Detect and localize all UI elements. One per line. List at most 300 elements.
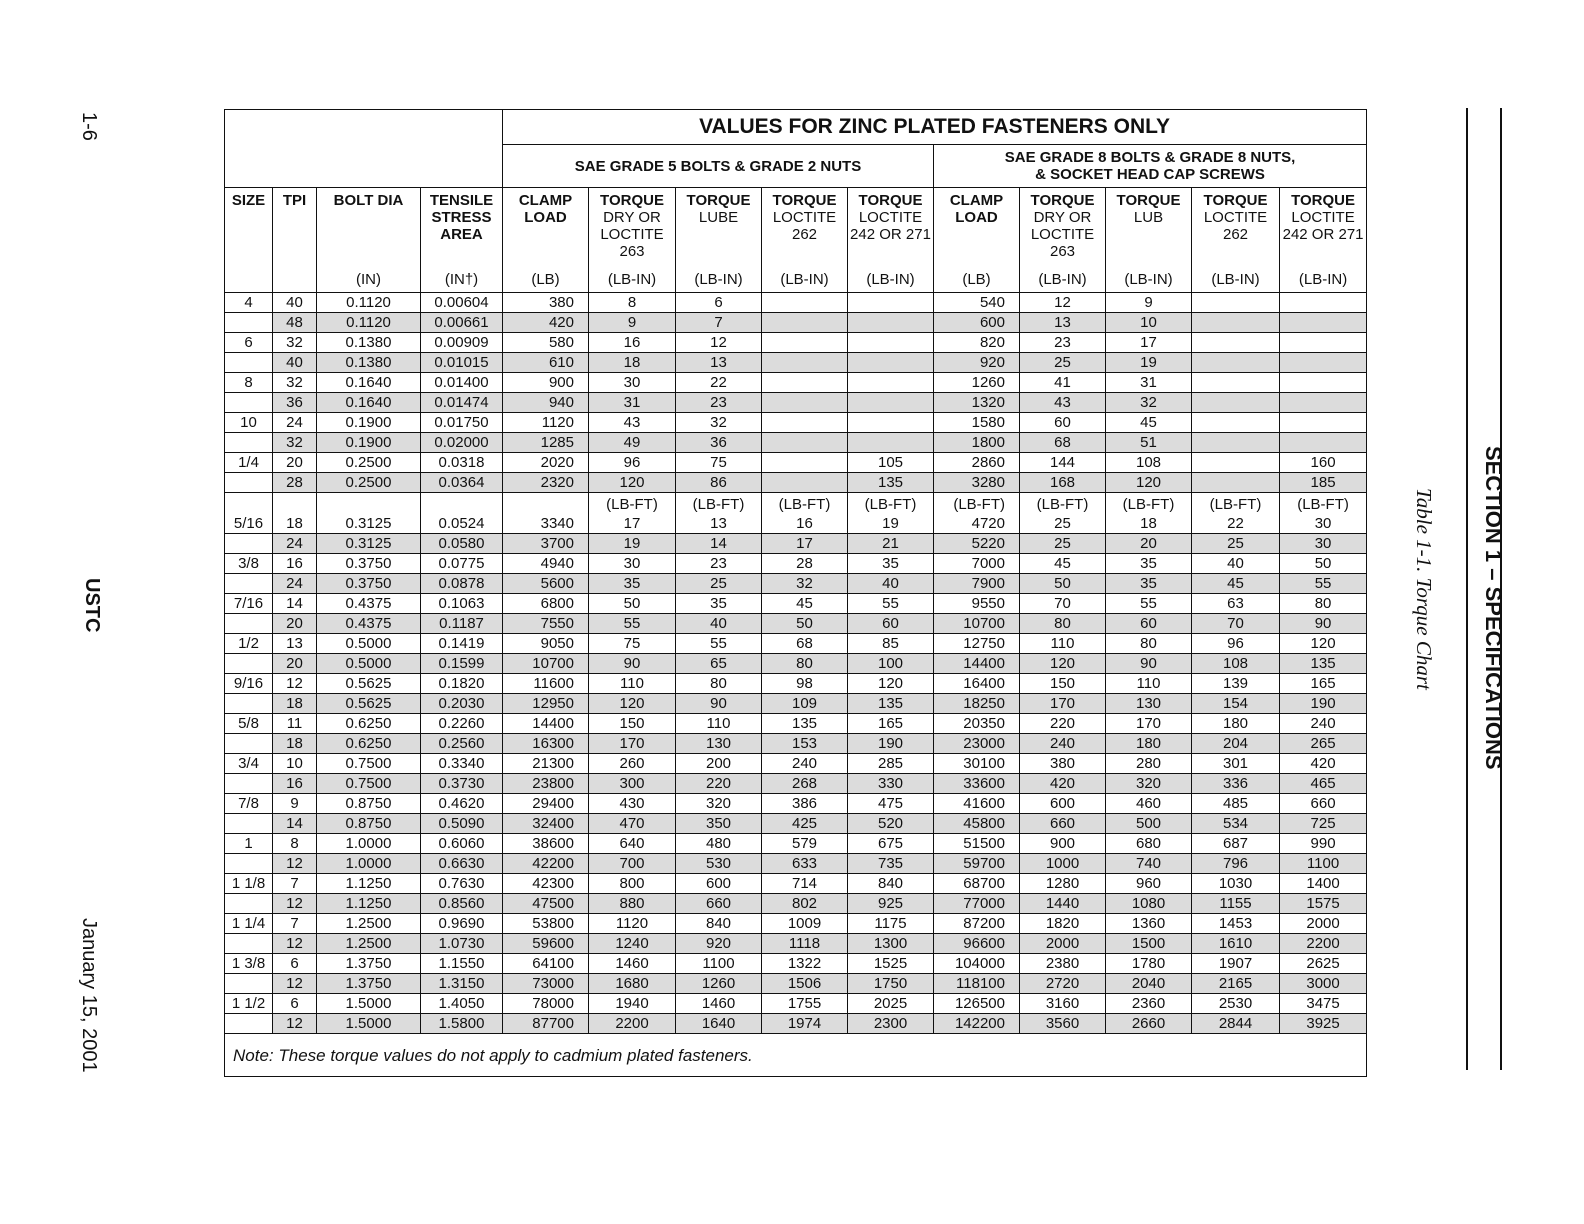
table-cell [762,754,848,774]
table-cell [1192,974,1280,994]
table-cell [1020,473,1106,493]
cell-value: 1 1/4 [231,915,266,932]
table-cell [762,393,848,413]
table-row [225,674,1367,694]
table-cell [1192,293,1280,313]
cell-value: 6800 [540,595,574,612]
table-cell [1192,854,1280,874]
cell-value: 75 [710,454,727,471]
cell-value: 2025 [873,995,908,1012]
table-cell [676,413,762,433]
cell-value: 96 [623,454,641,471]
table-row [225,854,1367,874]
table-cell [1280,874,1367,894]
blank-header-cell [225,110,503,188]
table-cell [589,734,676,754]
cell-value: 135 [1310,655,1336,672]
cell-value: 0.6250 [345,735,392,752]
cell-value: 802 [791,895,818,912]
table-cell [762,534,848,554]
column-header-subtitle: LUB [1133,209,1164,226]
table-cell [503,814,589,834]
table-cell [762,313,848,333]
table-cell [421,734,503,754]
table-row [225,874,1367,894]
table-cell [317,293,421,313]
column-unit: (LB-IN) [866,271,915,288]
table-cell [934,934,1020,954]
table-cell [273,453,317,473]
cell-value: 0.3125 [345,515,392,532]
cell-value: 77000 [963,895,1005,912]
table-cell [676,594,762,614]
size-cell [225,1014,273,1034]
cell-value: 12 [286,855,303,872]
cell-value: 154 [1222,695,1249,712]
cell-value: 96600 [963,935,1005,952]
cell-value: 1575 [1306,895,1340,912]
table-cell [1106,594,1192,614]
table-cell [934,373,1020,393]
cell-value: 98 [796,675,813,692]
table-cell [762,854,848,874]
cell-value: 1506 [787,975,822,992]
cell-value: 60 [1140,615,1157,632]
table-cell [1020,954,1106,974]
cell-value: 50 [623,595,641,612]
table-cell [676,534,762,554]
cell-value: 45800 [963,815,1005,832]
cell-value: 68 [1054,434,1071,451]
cell-value: 1.5000 [345,995,392,1012]
cell-value: 7 [290,915,299,932]
table-row [225,914,1367,934]
table-cell [503,874,589,894]
table-row [225,453,1367,473]
table-cell [273,594,317,614]
table-cell [317,854,421,874]
table-cell [503,493,589,534]
table-cell [848,734,934,754]
cell-value: 20 [286,454,303,471]
cell-value: 68700 [963,875,1005,892]
cell-value: 1780 [1131,955,1166,972]
cell-value: 12 [710,334,727,351]
table-cell [1020,974,1106,994]
table-cell [848,694,934,714]
table-cell [934,674,1020,694]
table-cell [934,614,1020,634]
table-cell [762,473,848,493]
cell-value: 1.0000 [345,855,392,872]
cell-value: 1175 [874,915,907,932]
table-row [225,694,1367,714]
cell-value: 7/8 [238,795,259,812]
table-cell [848,794,934,814]
cell-value: 1120 [541,414,574,431]
table-cell [317,674,421,694]
cell-value: 465 [1310,775,1336,792]
cell-value: 1155 [1219,895,1252,912]
table-cell [934,473,1020,493]
table-cell [676,293,762,313]
table-cell [317,554,421,574]
column-header-title: TORQUE [1116,192,1181,209]
cell-value: 16 [286,775,303,792]
table-cell [848,614,934,634]
table-cell [273,754,317,774]
cell-value: 660 [1049,815,1076,832]
cell-value: 900 [1049,835,1076,852]
table-cell [503,413,589,433]
margin-rule [1466,108,1468,1070]
table-cell [676,774,762,794]
table-cell [676,554,762,574]
table-cell [934,794,1020,814]
cell-value: 50 [796,615,813,632]
table-cell [317,594,421,614]
table-cell [1192,934,1280,954]
table-cell [676,574,762,594]
table-cell [589,914,676,934]
table-cell [676,353,762,373]
cell-value: 45 [1227,575,1244,592]
table-cell [589,534,676,554]
column-unit: (LB-IN) [1211,271,1260,288]
table-cell [1020,814,1106,834]
table-cell [421,694,503,714]
cell-value: 1.5800 [438,1015,485,1032]
cell-value: 13 [710,354,727,371]
cell-value: 9050 [540,635,574,652]
table-cell [934,654,1020,674]
cell-value: 25 [1054,515,1071,532]
table-cell [1106,333,1192,353]
torque-unit-label: (LB-FT) [606,496,658,513]
cell-value: 160 [1310,454,1336,471]
table-cell [934,353,1020,373]
column-unit: (LB-IN) [1124,271,1173,288]
column-unit: (IN) [356,271,381,288]
cell-value: 3340 [540,515,574,532]
cell-value: 32 [796,575,813,592]
cell-value: 16400 [963,675,1005,692]
table-cell [503,614,589,634]
table-cell [934,914,1020,934]
cell-value: 180 [1135,735,1162,752]
cell-value: 33600 [963,775,1005,792]
table-cell [317,313,421,333]
cell-value: 11600 [533,675,574,692]
cell-value: 20 [286,615,303,632]
table-cell [421,433,503,453]
cell-value: 0.1120 [346,314,391,331]
cell-value: 330 [877,775,904,792]
table-cell [848,313,934,333]
cell-value: 14 [286,595,303,612]
cell-value: 240 [1049,735,1076,752]
table-cell [762,554,848,574]
table-cell [676,734,762,754]
cell-value: 10700 [532,655,574,672]
cell-value: 240 [791,755,818,772]
size-cell [225,934,273,954]
table-row [225,313,1367,333]
table-cell [503,313,589,333]
table-cell [421,834,503,854]
table-cell [676,313,762,333]
cell-value: 120 [1310,635,1336,652]
cell-value: 21300 [532,755,574,772]
cell-value: 1/4 [238,454,259,471]
cell-value: 59600 [532,935,574,952]
cell-value: 220 [705,775,732,792]
cell-value: 0.5625 [345,695,392,712]
table-cell [589,473,676,493]
table-cell [1106,874,1192,894]
table-cell [421,473,503,493]
table-cell [421,493,503,534]
table-cell [762,794,848,814]
table-cell [317,794,421,814]
table-cell [503,433,589,453]
cell-value: 108 [1135,454,1162,471]
cell-value: 24 [286,575,303,592]
table-cell [848,554,934,574]
table-cell [317,473,421,493]
table-cell [1020,614,1106,634]
table-cell [273,694,317,714]
table-cell [1280,954,1367,974]
table-cell [589,934,676,954]
table-cell [421,614,503,634]
table-cell [1280,333,1367,353]
cell-value: 1.2500 [345,915,392,932]
table-cell [848,493,934,534]
table-cell [1192,393,1280,413]
cell-value: 110 [706,715,731,732]
cell-value: 12950 [532,695,574,712]
table-cell [676,894,762,914]
cell-value: 65 [710,655,727,672]
table-cell [421,353,503,373]
cell-value: 0.01750 [434,414,489,431]
cell-value: 5220 [971,535,1005,552]
cell-value: 23800 [532,775,574,792]
table-cell [848,894,934,914]
cell-value: 540 [979,294,1005,311]
table-row [225,393,1367,413]
table-cell [934,994,1020,1014]
cell-value: 0.6250 [345,715,392,732]
table-cell [848,413,934,433]
table-cell [1020,674,1106,694]
table-cell [1280,373,1367,393]
table-cell [589,554,676,574]
table-cell [848,674,934,694]
table-cell [317,914,421,934]
cell-value: 3160 [1045,995,1080,1012]
cell-value: 30 [623,374,641,391]
cell-value: 78000 [532,995,574,1012]
cell-value: 880 [619,895,645,912]
table-row [225,654,1367,674]
column-unit: (IN†) [444,271,479,288]
cell-value: 23000 [963,735,1005,752]
cell-value: 12 [286,935,303,952]
table-cell [1280,453,1367,473]
table-cell [1280,554,1367,574]
table-cell [934,313,1020,333]
cell-value: 40 [710,615,727,632]
table-cell [762,834,848,854]
table-cell [503,894,589,914]
table-cell [589,333,676,353]
cell-value: 6 [244,334,253,351]
cell-value: 7/16 [233,595,264,612]
table-cell [762,674,848,694]
table-cell [1192,694,1280,714]
cell-value: 0.7630 [438,875,485,892]
cell-value: 130 [1135,695,1162,712]
cell-value: 1500 [1131,935,1166,952]
table-cell [589,814,676,834]
table-cell [676,694,762,714]
cell-value: 2530 [1218,995,1253,1012]
table-cell [676,914,762,934]
cell-value: 1120 [615,915,649,932]
table-cell [1106,654,1192,674]
column-header-title: CLAMP LOAD [949,192,1004,226]
cell-value: 180 [1222,715,1249,732]
table-cell [1020,754,1106,774]
cell-value: 610 [548,354,574,371]
table-cell [421,413,503,433]
table-cell [1020,894,1106,914]
table-row [225,493,1367,534]
cell-value: 18 [286,695,303,712]
table-cell [762,974,848,994]
table-cell [273,433,317,453]
cell-value: 80 [796,655,813,672]
table-cell [1020,353,1106,373]
torque-unit-label: (LB-FT) [1297,496,1349,513]
cell-value: 20 [1140,535,1157,552]
table-cell [273,654,317,674]
cell-value: 1525 [873,955,908,972]
table-cell [1106,814,1192,834]
table-cell [1192,353,1280,373]
table-cell [934,413,1020,433]
cell-value: 120 [619,695,645,712]
cell-value: 1/2 [238,635,259,652]
column-header-subtitle: DRY OR LOCTITE 263 [600,209,664,260]
table-cell [762,654,848,674]
table-cell [1106,614,1192,634]
table-row [225,994,1367,1014]
cell-value: 4 [244,294,253,311]
cell-value: 165 [877,715,904,732]
cell-value: 0.00661 [434,314,489,331]
torque-unit-label: (LB-FT) [953,496,1005,513]
table-cell [589,674,676,694]
table-cell [762,594,848,614]
cell-value: 1080 [1131,895,1166,912]
table-cell [1280,774,1367,794]
table-cell [1106,413,1192,433]
cell-value: 35 [623,575,641,592]
table-cell [848,453,934,473]
table-cell [848,594,934,614]
cell-value: 9 [290,795,299,812]
table-cell [848,934,934,954]
column-header-title: TORQUE [1030,192,1095,209]
table-cell [1280,393,1367,413]
cell-value: 300 [619,775,645,792]
cell-value: 43 [623,414,641,431]
column-header-subtitle: DRY OR LOCTITE 263 [1030,209,1095,260]
cell-value: 5600 [540,575,574,592]
table-cell [1192,714,1280,734]
table-cell [503,1014,589,1034]
table-cell [589,994,676,1014]
table-cell [589,974,676,994]
table-cell [762,814,848,834]
cell-value: 0.6630 [438,855,485,872]
table-cell [1106,453,1192,473]
cell-value: 3/8 [238,555,259,572]
cell-value: 73000 [532,975,574,992]
table-cell [1192,774,1280,794]
table-cell [1192,894,1280,914]
table-cell [503,914,589,934]
cell-value: 0.3750 [345,555,392,572]
table-cell [273,534,317,554]
cell-value: 45 [1140,414,1157,431]
table-cell [1106,894,1192,914]
cell-value: 14400 [963,655,1005,672]
table-cell [1192,333,1280,353]
cell-value: 204 [1222,735,1249,752]
cell-value: 840 [877,875,904,892]
document-code: USTC [81,578,103,633]
cell-value: 120 [877,675,904,692]
cell-value: 31 [1140,374,1157,391]
table-cell [273,493,317,534]
cell-value: 28 [286,474,303,491]
cell-value: 600 [705,875,732,892]
table-cell [762,574,848,594]
cell-value: 1320 [971,394,1005,411]
cell-value: 30 [1314,515,1332,532]
table-cell [1106,373,1192,393]
size-cell [225,874,273,894]
cell-value: 470 [619,815,645,832]
table-cell [503,634,589,654]
cell-value: 32 [710,414,727,431]
table-cell [934,554,1020,574]
cell-value: 1440 [1045,895,1080,912]
cell-value: 0.1120 [346,294,391,311]
table-cell [589,493,676,534]
cell-value: 990 [1310,835,1336,852]
cell-value: 1030 [1218,875,1253,892]
cell-value: 14400 [532,715,574,732]
table-cell [1280,1014,1367,1034]
table-cell [676,393,762,413]
cell-value: 285 [877,755,904,772]
cell-value: 24 [286,414,303,431]
